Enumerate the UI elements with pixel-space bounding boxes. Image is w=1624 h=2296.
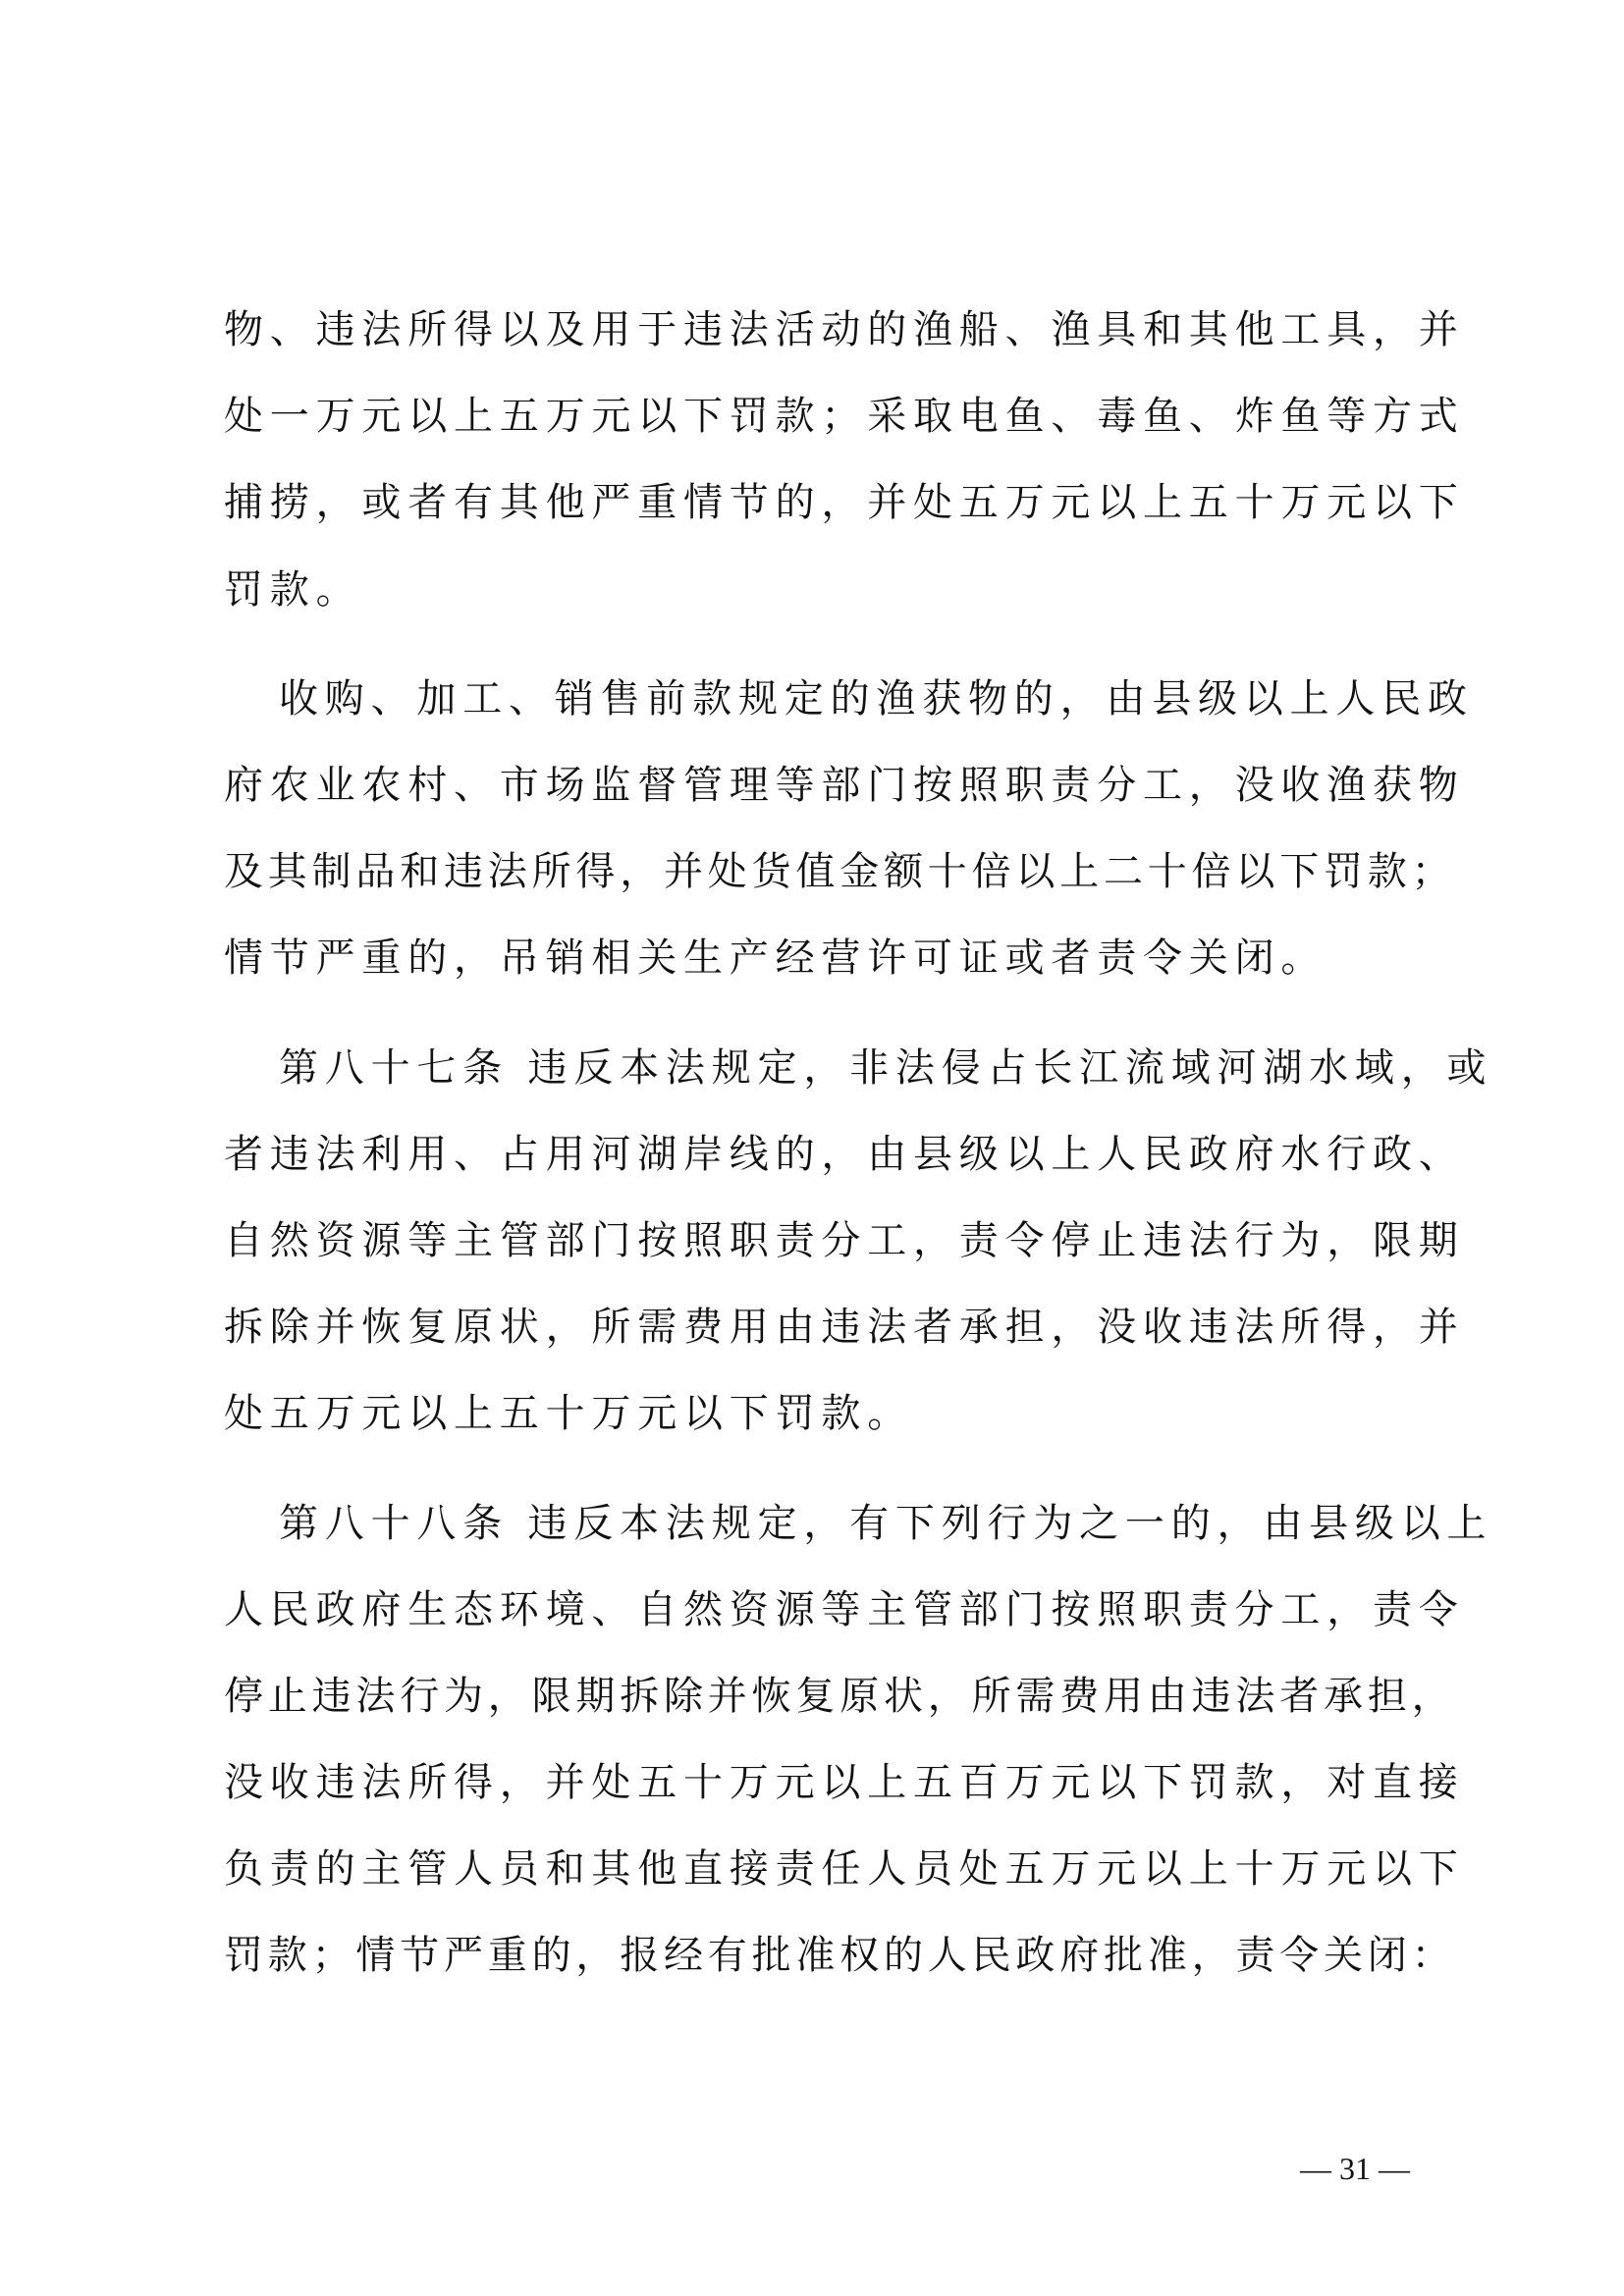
article-87-line-5: 处五万元以上五十万元以下罚款。 [224, 1391, 913, 1436]
paragraph-2-line-4: 情节严重的，吊销相关生产经营许可证或者责令关闭。 [224, 935, 1327, 981]
article-87-line-4: 拆除并恢复原状，所需费用由违法者承担，没收违法所得，并 [224, 1305, 1465, 1350]
article-88-line-2: 人民政府生态环境、自然资源等主管部门按照职责分工，责令 [224, 1587, 1465, 1632]
article-88-line-4: 没收违法所得，并处五十万元以上五百万元以下罚款，对直接 [224, 1760, 1465, 1805]
article-87-line-1: 第八十七条 违反本法规定，非法侵占长江流域河湖水域，或 [279, 1045, 1493, 1091]
article-87-line-3: 自然资源等主管部门按照职责分工，责令停止违法行为，限期 [224, 1218, 1465, 1263]
article-88-line-6: 罚款；情节严重的，报经有批准权的人民政府批准，责令关闭： [224, 1933, 1456, 1978]
paragraph-1-line-2: 处一万元以上五万元以下罚款；采取电鱼、毒鱼、炸鱼等方式 [224, 394, 1465, 439]
paragraph-1-line-3: 捕捞，或者有其他严重情节的，并处五万元以上五十万元以下 [224, 480, 1465, 525]
paragraph-2-line-1: 收购、加工、销售前款规定的渔获物的，由县级以上人民政 [279, 676, 1474, 721]
page-number: — 31 — [1300, 2151, 1410, 2186]
article-88-line-3: 停止违法行为，限期拆除并恢复原状，所需费用由违法者承担， [224, 1674, 1456, 1719]
paragraph-2-line-3: 及其制品和违法所得，并处货值金额十倍以上二十倍以下罚款； [224, 849, 1456, 894]
paragraph-2-line-2: 府农业农村、市场监督管理等部门按照职责分工，没收渔获物 [224, 763, 1465, 808]
article-88-line-1: 第八十八条 违反本法规定，有下列行为之一的，由县级以上 [279, 1501, 1493, 1546]
paragraph-1-line-1: 物、违法所得以及用于违法活动的渔船、渔具和其他工具，并 [224, 307, 1465, 352]
article-87-line-2: 者违法利用、占用河湖岸线的，由县级以上人民政府水行政、 [224, 1132, 1465, 1177]
article-88-line-5: 负责的主管人员和其他直接责任人员处五万元以上十万元以下 [224, 1846, 1465, 1892]
paragraph-1-line-4: 罚款。 [224, 567, 362, 613]
